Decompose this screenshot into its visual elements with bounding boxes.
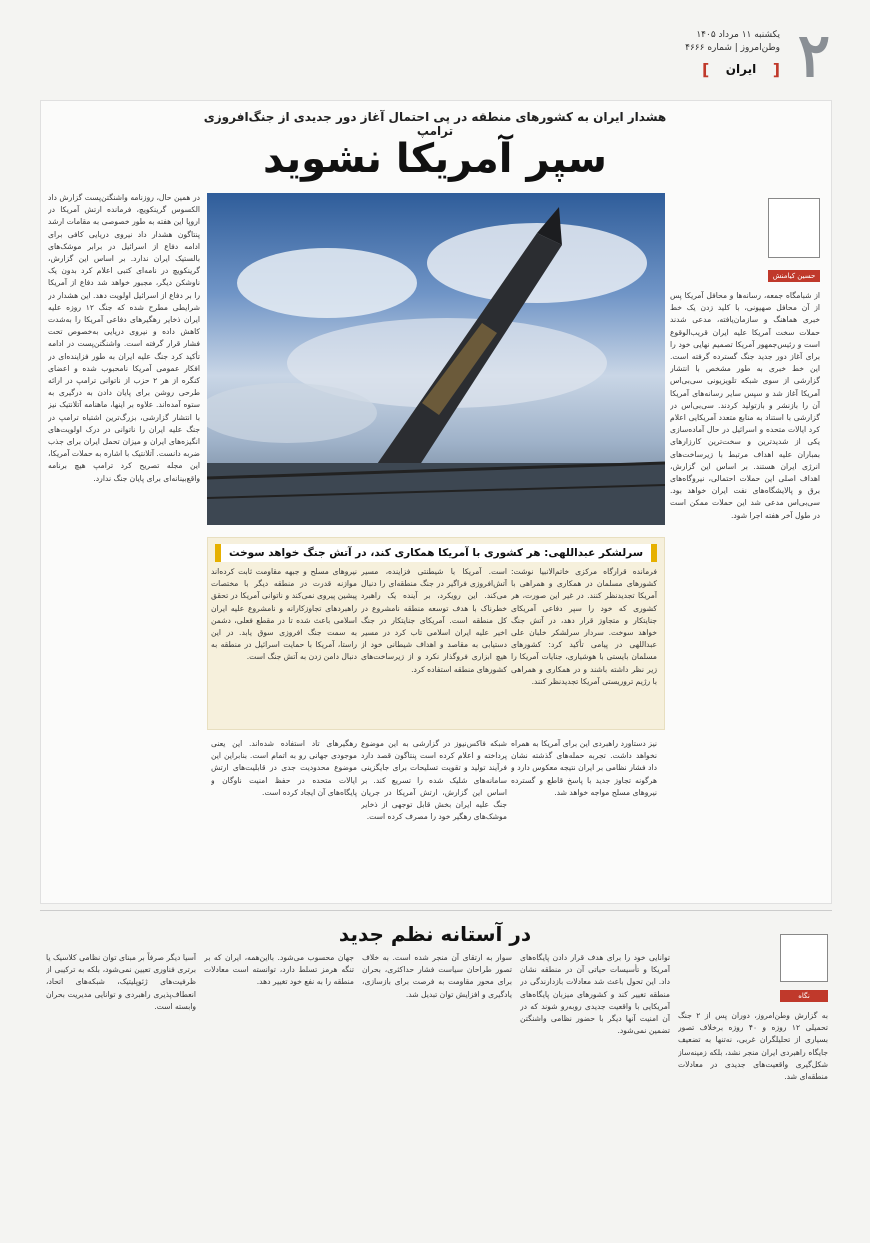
issue-line: وطن‌امروز | شماره ۴۶۶۶ — [685, 43, 780, 53]
missile-photo — [207, 193, 665, 525]
quote-column-1: فرمانده قرارگاه مرکزی خاتم‌الانبیا نوشت: کشورهای مسلمان در همکاری و همراهی با آمریکا تجدیدنظر کنند. در غیر این صورت، هر کشوری که خود را سپر دفاعی آمریکای جنایتکار و متجاوز قرار دهد، در آتش جنگ خواهد سوخت. سردار سرلشکر خلبان علی عبداللهی در پیامی تأکید کرد: کشورهای مسلمان بایستی با هوشیاری، جنایات آمریکا را زیر نظر داشته باشند و در همکاری و همراهی با رژیم تروریستی آمریکا تجدیدنظر کنند. — [511, 567, 657, 686]
masthead — [0, 0, 870, 92]
missile-illustration-icon — [207, 193, 665, 525]
kicker: هشدار ایران به کشورهای منطقه در پی احتمال آغاز دور جدیدی از جنگ‌افروزی ترامپ — [203, 110, 667, 138]
bracket-right-icon: [ — [772, 59, 780, 79]
author-photo — [768, 198, 820, 258]
bracket-left-icon: ] — [702, 59, 710, 79]
divider — [40, 910, 832, 911]
column-mid-bottom: شبکه فاکس‌نیوز در گزارشی به این موضوع پرداخته و اعلام کرده است پنتاگون قصد دارد فرآیند تولید و تقویت تسلیحات برای جایگزینی سامانه‌های شلیک شده را تسریع کند. بر اساس این گزارش، ارتش آمریکا در جریان جنگ علیه ایران بخش قابل توجهی از ذخایر موشک‌های رهگیر خود را مصرف کرده است. — [361, 739, 507, 822]
date-line: یکشنبه ۱۱ مرداد ۱۴۰۵ — [696, 30, 780, 40]
quote-column-2: است. آمریکا با شیطنتی فزاینده، مسیر آتش‌افروزی فراگیر در جنگ منطقه‌ای را دنبال می‌کند. این رویکرد، بر آینده یک راهبرد خطرناک با هدف توسعه منطقه نامشروع در کل منطقه است. آمریکای جنایتکار در جنگ اخیر علیه ایران اسلامی تاب کرد در مسیر دستیابی به مقاصد و اهداف شیطانی خود از هیچ ابزاری فروگذار نکرد و از زیرساخت‌های کشورهای منطقه استفاده کرد. — [361, 567, 507, 674]
note-icon — [780, 934, 828, 982]
lower-column-4: جهان محسوب می‌شود. بااین‌همه، ایران که بر تنگه هرمز تسلط دارد، توانسته است معادلات منطقه را به نفع خود تغییر دهد. — [204, 953, 354, 987]
lower-column-5: آسیا دیگر صرفاً بر مبنای توان نظامی کلاسیک یا برتری فناوری تعیین نمی‌شود، بلکه به ترکیبی از ظرفیت‌های ژئوپلیتیک، شبکه‌های اتحاد، انعطاف‌پذیری راهبردی و توانایی مدیریت بحران وابسته است. — [46, 953, 196, 1011]
quote-column-3: نیروهای مسلح و جبهه مقاومت ثابت کرد‌ه‌اند موازنه قدرت در منطقه دیگر با مختصات پیشین پیروی نمی‌کند و ناتوانی آمریکا در تحقق راهبردهای تجاوزکارانه و نامشروع علیه ایران اسلامی باعث شده تا در مقطع فعلی، دشمن به سمت جنگ افروزی سوق یابد. در این راستا، آمریکا با حمایت اسرائیل در منطقه به دنبال دامن زدن به آتش جنگ است. — [211, 567, 357, 662]
column-left: در همین حال، روزنامه واشنگتن‌پست گزارش داد الکسوس گرینکویچ، فرمانده ارتش آمریکا در اروپا این هفته به طور خصوصی به مقامات ارشد پنتاگون هشدار داد نیروی دریایی کافی برای ادامه دفاع از اسرائیل در برابر موشک‌های بالستیک ایران ندارد. بر اساس این گزارش، گرینکویچ در نامه‌ای کتبی اعلام کرد بدون یک ناوشکن دیگر، مجبور خواهد شد دفاع از آمریکا را بر دفاع از اسرائیل اولویت دهد. این هشدار در شرایطی مطرح شده که جنگ ۱۲ روزه علیه ایران ذخایر رهگیرهای دفاعی آمریکا را به‌شدت کاهش داده و نیروی دریایی به‌خصوص تحت فشار قرار گرفته است. واشنگتن‌پست در ادامه تأکید کرد جنگ علیه ایران به طور فزاینده‌ای در افکار عمومی آمریکا نامحبوب شده و اعضای کنگره از هر ۲ حزب از ناتوانی ترامپ در ارائه طرحی روشن برای پایان دادن به درگیری به ستوه آمده‌اند. علاوه بر اینها، ماهنامه آتلانتیک نیز با انتشار گزارشی، بزرگ‌ترین اشتباه ترامپ در جنگ علیه ایران را ناتوانی در درک اولویت‌های انگیزه‌های ایران و میزان تحمل ایران برای جذب ضربه دانست. آتلانتیک با اشاره به حملات آمریکا، این مجله تصریح کرد ترامپ هیچ برنامه واقع‌بینانه‌ای برای پایان جنگ ندارد. — [48, 193, 200, 483]
note-tag: نگاه — [780, 990, 828, 1002]
quote-title: سرلشکر عبداللهی: هر کشوری با آمریکا همکاری کند، در آتش جنگ خواهد سوخت — [215, 544, 657, 562]
lower-column-3: سوار به ارتقای آن منجر شده است. به خلاف تصور طراحان سیاست فشار حداکثری، بحران برای محور مقاومت به فرصت برای بازسازی، یادگیری و افزایش توان تبدیل شد. — [362, 953, 512, 999]
column-mid-left-bottom: رهگیرهای تاد استفاده شده‌اند. این یعنی موجودی جهانی رو به اتمام است. بنابراین این موضوع محدودیت جدی در قابلیت‌های ارتش ایالات متحده در حفظ امنیت ناوگان و پایگاه‌های آن ایجاد کرده است. — [211, 739, 357, 797]
lower-headline: در آستانه نظم جدید — [338, 922, 532, 946]
column-right: از شبامگاه جمعه، رسانه‌ها و محافل آمریکا پس از آن محافل صهیونی، با کلید زدن یک خط خبری هماهنگ و سازمان‌یافته، مدعی شدند حملات سخت آمریکا علیه ایران قریب‌الوقوع است و رئیس‌جمهور آمریکا تصمیم نهایی خود را برای آغاز دور جدید جنگ گسترده گرفته است. این خط خبری به طور مشخص با انتشار گزارشی از سوی شبکه تلویزیونی سی‌بی‌اس آمریکا آغاز شد و سپس سایر رسانه‌های آمریکا آن را بازنشر و بازتولید کردند. سی‌بی‌اس در گزارشی با استناد به منابع متعدد آمریکایی اعلام کرد ایالات متحده و اسرائیل در حال آماده‌سازی یکی از شدیدترین و سخت‌ترین کارزارهای بمباران علیه اهداف مرتبط با زیرساخت‌های انرژی ایران هستند. بر اساس این گزارش، اهداف اصلی این حملات احتمالی، نیروگاه‌های برق و پالایشگاه‌های نفت ایران خواهد بود. سی‌بی‌اس مدعی شد این حملات ممکن است در طول آخر هفته اجرا شود. — [670, 291, 820, 520]
lower-column-1: به گزارش وطن‌امروز، دوران پس از ۲ جنگ تحمیلی ۱۲ روزه و ۴۰ روزه برخلاف تصور بسیاری از تحلیلگران غربی، نه‌تنها به تضعیف جایگاه راهبردی ایران منجر نشد، بلکه زمینه‌ساز شکل‌گیری واقعیت‌های جدیدی در معادلات منطقه‌ای شد. — [678, 1011, 828, 1082]
column-right-bottom: نیز دستاورد راهبردی این برای آمریکا به همراه نخواهد داشت. تجربه حمله‌های گذشته نشان داد فشار نظامی بر ایران نتیجه معکوس دارد و هرگونه تجاوز جدید با پاسخ قاطع و گسترده نیروهای مسلح مواجه خواهد شد. — [511, 739, 657, 797]
page-number: ۲ — [797, 21, 831, 91]
section-label — [702, 58, 780, 80]
author-name: حسین کیامنش — [768, 270, 820, 282]
lower-column-2: توانایی خود را برای هدف قرار دادن پایگاه‌های آمریکا و تأسیسات حیاتی آن در منطقه نشان داد. این تحول باعث شد معادلات بازدارندگی در منطقه تغییر کند و کشورهای میزبان پایگاه‌های آمریکایی با واقعیت جدیدی روبه‌رو شوند که در آن امنیت آنها دیگر با حضور نظامی واشنگتن تضمین نمی‌شود. — [520, 953, 670, 1036]
section-name: ایران — [725, 62, 757, 76]
headline: سپر آمریکا نشوید — [263, 136, 607, 182]
